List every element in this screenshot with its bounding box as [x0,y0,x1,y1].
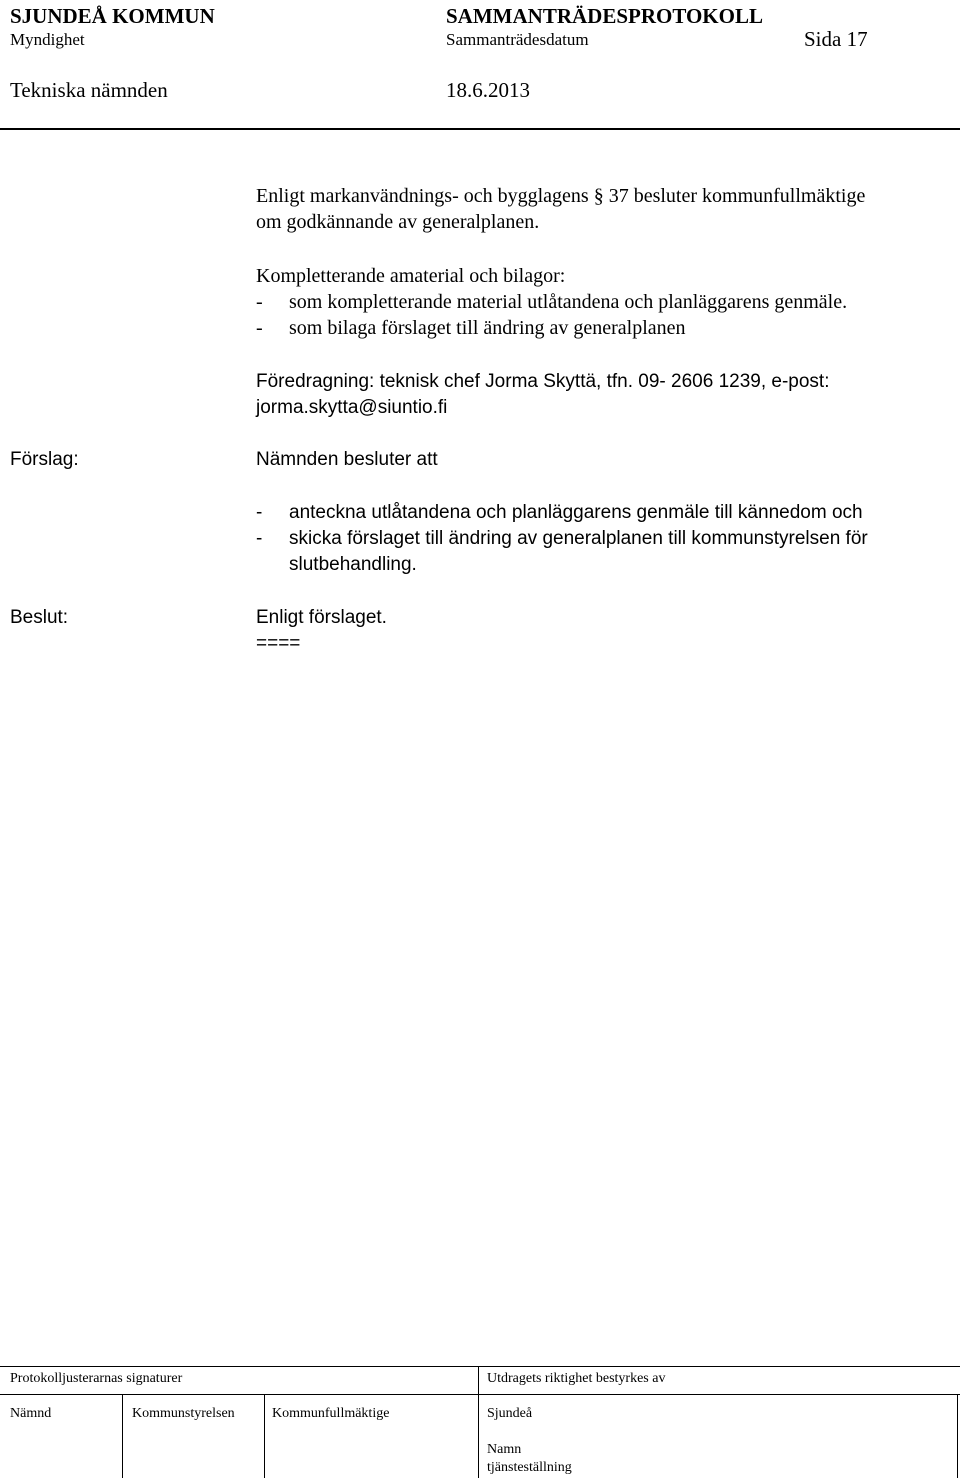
proposal-item-1: anteckna utlåtandena och planläggarens genmäle till kännedom och [289,502,863,523]
footer-right-border [957,1394,958,1478]
decision-text: Enligt förslaget. [256,607,387,628]
presenter-line-1: Föredragning: teknisk chef Jorma Skyttä, tfn. 09- 2606 1239, e-post: [256,371,830,392]
presenter-email: jorma.skytta@siuntio.fi [256,397,448,418]
proposal-bullet-1: - [256,502,263,523]
footer-col-kommunstyrelsen: Kommunstyrelsen [132,1406,235,1421]
extract-certification-label: Utdragets riktighet bestyrkes av [487,1371,666,1386]
decision-label: Beslut: [10,607,69,628]
end-marker: ==== [256,633,301,654]
proposal-item-2-line-2: slutbehandling. [289,554,417,575]
supplements-item-2: som bilaga förslaget till ändring av generalplanen [289,317,686,339]
meeting-date-label: Sammanträdesdatum [446,30,589,49]
meeting-date: 18.6.2013 [446,78,530,102]
supplements-bullet-2: - [256,317,263,339]
supplements-heading: Kompletterande amaterial och bilagor: [256,265,566,287]
signatures-label: Protokolljusterarnas signaturer [10,1371,183,1386]
proposal-label: Förslag: [10,449,79,470]
proposal-bullet-2: - [256,528,263,549]
footer-col-divider-3 [478,1394,479,1478]
supplements-item-1: som kompletterande material utlåtandena och planläggarens genmäle. [289,291,848,313]
footer-middle-border [0,1394,960,1395]
footer-col-divider-1 [122,1394,123,1478]
footer-col-namnd: Nämnd [10,1406,52,1421]
intro-line-1: Enligt markanvändnings- och bygglagens § 37 besluter kommunfullmäktige [256,185,866,207]
authority-label: Myndighet [10,30,85,49]
document-type: SAMMANTRÄDESPROTOKOLL [446,4,763,28]
proposal-item-2-line-1: skicka förslaget till ändring av generalplanen till kommunstyrelsen för [289,528,868,549]
intro-line-2: om godkännande av generalplanen. [256,211,540,233]
municipality-name: SJUNDEÅ KOMMUN [10,4,215,28]
footer-col-kommunfullmaktige: Kommunfullmäktige [272,1406,390,1421]
footer-name-label: Namn [487,1442,522,1457]
footer-top-border [0,1366,960,1367]
header-divider [0,128,960,130]
page-number: Sida 17 [804,27,868,51]
proposal-intro: Nämnden besluter att [256,449,438,470]
footer-col-sjundea: Sjundeå [487,1406,533,1421]
footer-position-label: tjänsteställning [487,1460,572,1475]
authority-name: Tekniska nämnden [10,78,168,102]
supplements-bullet-1: - [256,291,263,313]
footer-col-divider-2 [264,1394,265,1478]
footer-mid-divider-top [478,1366,479,1394]
